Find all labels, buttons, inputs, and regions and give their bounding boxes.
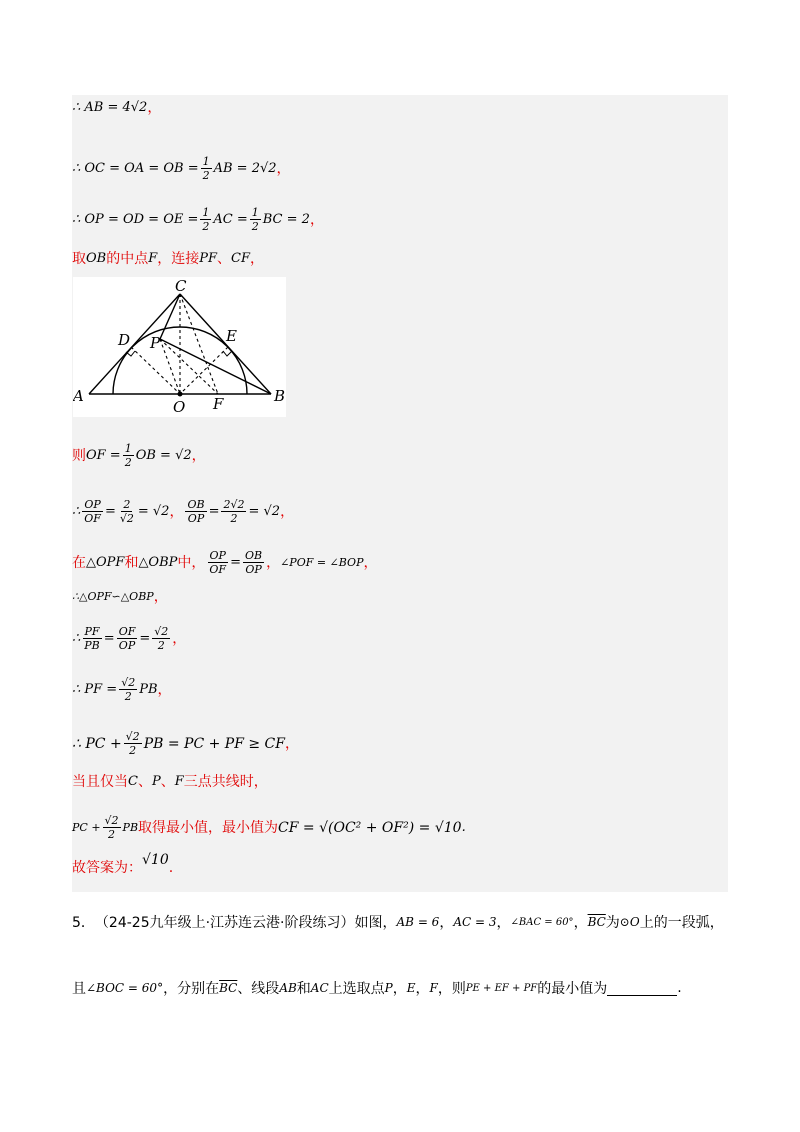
math: PB [139, 681, 158, 697]
fraction: $\frac{√2}{2}$ [104, 814, 119, 841]
line-pf [72, 676, 172, 703]
text: 为 [605, 915, 620, 931]
text: 如图， [354, 915, 397, 931]
label-e: E [226, 327, 237, 345]
right-angle-e [223, 351, 232, 356]
fraction: $\frac{1}{2}$ [202, 155, 210, 182]
math: = [103, 630, 115, 646]
text: 取得最小值，最小值为 [138, 819, 279, 836]
math: PF [199, 251, 218, 266]
math: ∴ PC + [72, 735, 122, 752]
math: √10 [142, 852, 169, 868]
line-answer [72, 852, 174, 878]
math: ∴ OP = OD = OE = [72, 211, 199, 227]
segment-do [131, 347, 180, 394]
math: ∠BOC = 60° [86, 981, 164, 995]
punct: ， [157, 681, 172, 698]
text: 和 [124, 554, 139, 571]
punct: ， [280, 503, 295, 520]
math: PC + [72, 820, 101, 834]
label-o: O [173, 398, 186, 416]
text: 当且仅当 [72, 774, 128, 790]
math: PE + EF + PF [465, 982, 538, 994]
text: 的最小值为 [537, 981, 608, 997]
line-collinear [72, 772, 268, 792]
figure-svg [73, 277, 286, 417]
text: ， [415, 981, 430, 997]
geometry-figure [73, 277, 286, 417]
math: CF = √(OC² + OF²) = √10 [278, 819, 462, 836]
punct: ， [147, 100, 162, 116]
math: ∴ AB = 4√2 [72, 100, 148, 115]
fraction: $\frac{PF}{PB}$ [84, 625, 100, 652]
math: E [406, 981, 416, 995]
text: 在 [72, 554, 86, 571]
text: 、 [217, 251, 232, 267]
text: ，分别在 [163, 981, 220, 997]
line-oc [72, 155, 291, 182]
label-d: D [118, 331, 131, 349]
math: PB = PC + PF ≥ CF [143, 735, 285, 752]
math: OB [86, 251, 107, 266]
fraction: $\frac{√2}{2}$ [125, 730, 140, 757]
text: ， [250, 251, 264, 267]
text: 和 [296, 981, 311, 997]
math: = [208, 503, 220, 519]
line-ratios [72, 498, 294, 525]
math: AC [310, 981, 329, 995]
math: ⊙O [619, 915, 640, 929]
label-c: C [175, 277, 187, 295]
question-5-line-1 [72, 912, 724, 932]
answer-blank[interactable] [607, 981, 677, 996]
segment-eo [180, 347, 228, 394]
punct: ， [284, 735, 299, 752]
text: ，连接 [157, 251, 200, 267]
math: . [461, 819, 466, 835]
line-op [72, 206, 324, 233]
line-take-midpoint [72, 249, 264, 269]
punct: ， [266, 554, 281, 571]
text: 、 [160, 774, 175, 790]
math: AB = 2√2 [213, 160, 277, 176]
math: P [151, 774, 161, 789]
math: = √2 [137, 503, 170, 519]
math: AC = 3 [453, 915, 497, 929]
math: AB [279, 981, 297, 995]
math: ∴△OPF∽△OBP [72, 590, 154, 603]
line-ab [72, 98, 161, 118]
math: △OBP [138, 554, 178, 570]
punct: ， [309, 211, 324, 228]
label-f: F [213, 395, 224, 413]
math: OF = [86, 447, 121, 463]
fraction: $\frac{1}{2}$ [202, 206, 210, 233]
fraction: $\frac{2√2}{2}$ [223, 498, 245, 525]
text: . [677, 980, 682, 996]
math: ∠BAC = 60° [510, 916, 574, 928]
line-similar [72, 587, 168, 607]
punct: ， [153, 589, 168, 605]
math: C [128, 774, 138, 789]
math: $\overline{BC}$ [219, 981, 238, 995]
segment-cp [160, 294, 180, 339]
label-p: P [150, 334, 161, 352]
fraction: $\frac{OB}{OP}$ [187, 498, 205, 525]
text: ， [439, 915, 454, 931]
math: AB = 6 [396, 915, 440, 929]
text: ， [392, 981, 407, 997]
question-5-line-2 [72, 978, 682, 998]
text: 取 [72, 251, 86, 267]
math: PB [122, 820, 139, 834]
fraction: $\frac{√2}{2}$ [121, 676, 136, 703]
line-minimum [72, 814, 466, 841]
text: 上的一段弧， [639, 915, 724, 931]
text: ， [573, 915, 588, 931]
label-b: B [274, 387, 286, 405]
fraction: $\frac{1}{2}$ [251, 206, 259, 233]
fraction: $\frac{OF}{OP}$ [118, 625, 136, 652]
question-source: （24-25九年级上·江苏连云港·阶段练习） [94, 915, 355, 931]
math: = [139, 630, 151, 646]
fraction: $\frac{OP}{OF}$ [209, 549, 227, 576]
punct: ， [172, 630, 187, 647]
math: ∠POF = ∠BOP [280, 555, 364, 569]
math: AC = [213, 211, 248, 227]
punct: ， [191, 447, 206, 464]
text: 三点共线时， [183, 774, 268, 790]
fraction: $\frac{2}{√2}$ [119, 498, 134, 525]
text: 则 [72, 447, 86, 464]
text: 故答案为： [72, 860, 142, 876]
math: = [104, 503, 116, 519]
fraction: $\frac{√2}{2}$ [154, 625, 169, 652]
text: 、线段 [237, 981, 280, 997]
point-o [178, 392, 183, 397]
math: BC = 2 [262, 211, 310, 227]
segment-cf [180, 294, 218, 394]
math: △OPF [86, 554, 125, 570]
math: = √2 [248, 503, 281, 519]
text: 且 [72, 981, 86, 997]
math: F [429, 981, 438, 995]
punct: ， [276, 160, 291, 177]
fraction: $\frac{OB}{OP}$ [244, 549, 263, 576]
text: 、 [137, 774, 152, 790]
math: OB = √2 [135, 447, 192, 463]
text: ， [496, 915, 511, 931]
math: CF [231, 251, 250, 266]
math: = [230, 554, 241, 570]
punct: ， [169, 503, 184, 520]
text: 上选取点 [328, 981, 385, 997]
text: ，则 [437, 981, 466, 997]
text: 中， [177, 554, 206, 571]
punct: ， [363, 554, 378, 571]
fraction: $\frac{OP}{OF}$ [84, 498, 101, 525]
line-inequality [72, 730, 299, 757]
line-triangles [72, 549, 377, 576]
math: ∴ OC = OA = OB = [72, 160, 199, 176]
line-pf-pb [72, 625, 186, 652]
math: ∴ PF = [72, 681, 118, 697]
math: F [174, 774, 184, 789]
math: $\overline{BC}$ [587, 915, 606, 929]
math: P [384, 981, 393, 995]
text: 的中点 [106, 251, 149, 267]
punct: . [168, 860, 174, 876]
math: ∴ [72, 503, 81, 519]
question-number: 5． [72, 915, 95, 931]
label-a: A [73, 387, 84, 405]
math: ∴ [72, 630, 81, 646]
math: F [148, 251, 158, 266]
fraction: $\frac{1}{2}$ [124, 442, 132, 469]
line-of [72, 442, 206, 469]
